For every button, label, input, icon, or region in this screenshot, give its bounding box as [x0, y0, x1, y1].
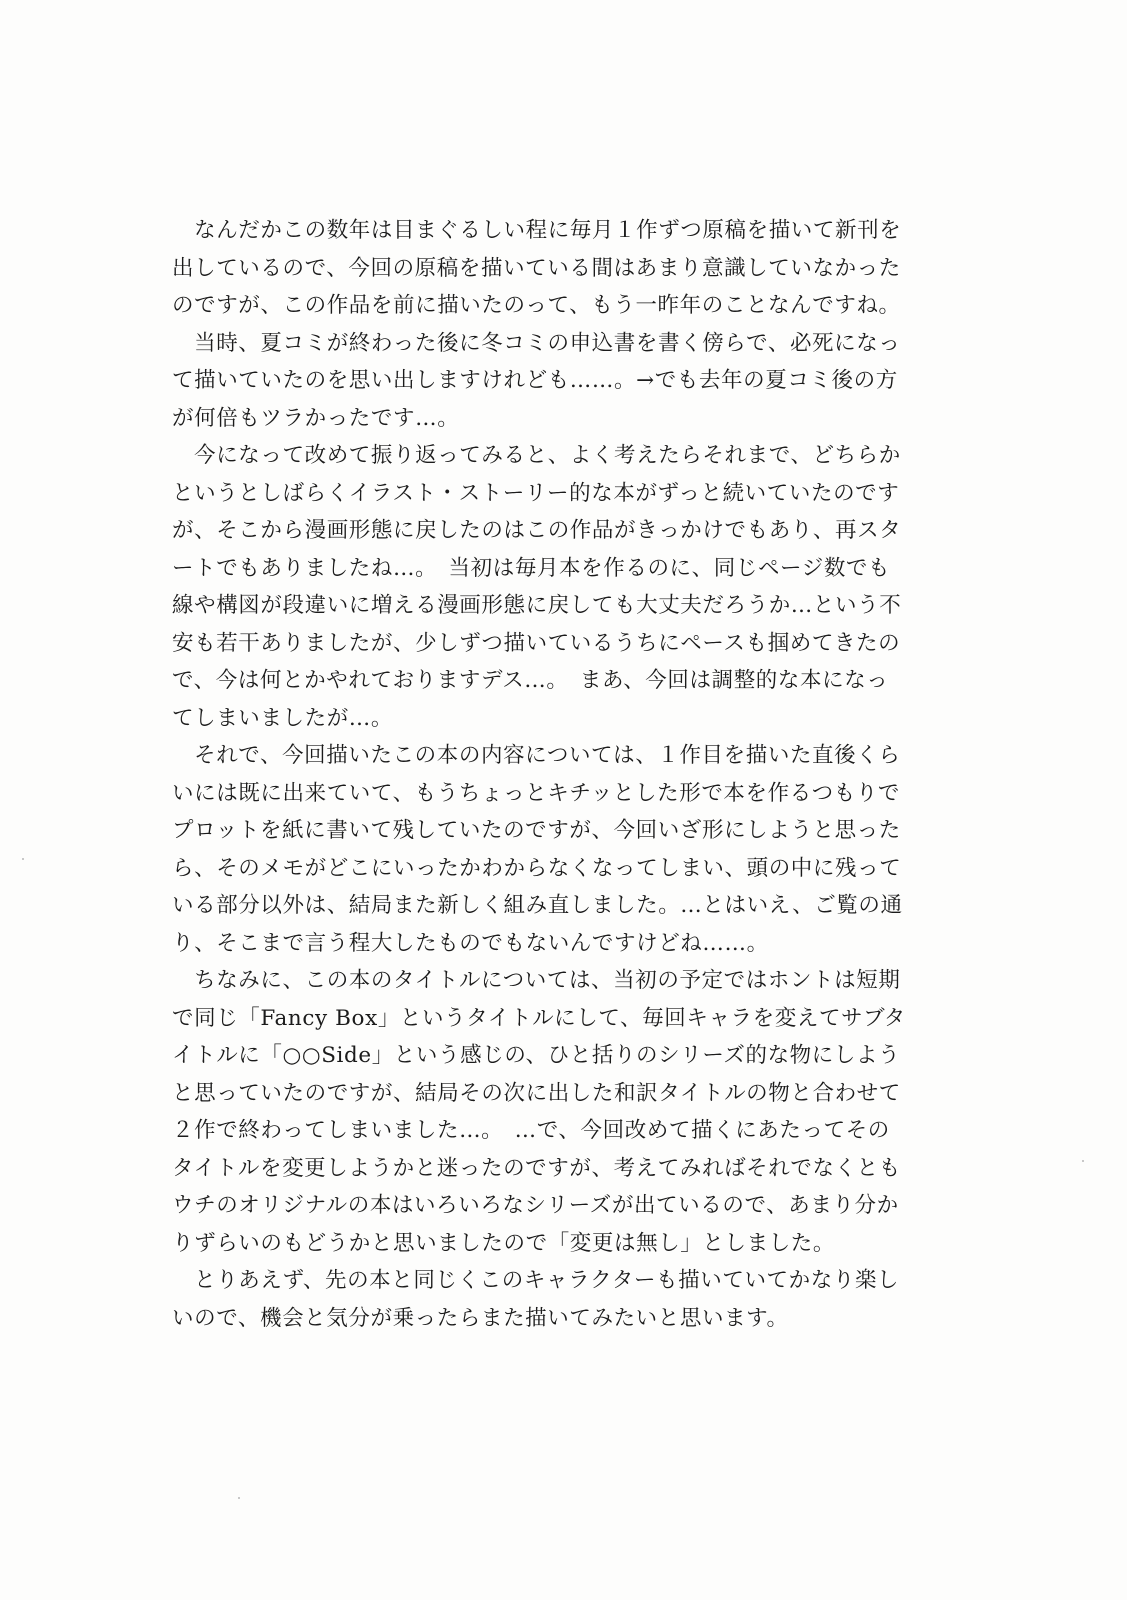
text-line: 当時、夏コミが終わった後に冬コミの申込書を書く傍らで、必死になっ	[172, 330, 901, 356]
text-line: が、そこから漫画形態に戻したのはこの作品がきっかけでもあり、再スタ	[172, 518, 902, 543]
text-line: いので、機会と気分が乗ったらまた描いてみたいと思います。	[172, 1305, 789, 1331]
body-text	[172, 212, 932, 1337]
text-line: で、今は何とかやれておりますデス…。 まあ、今回は調整的な本になっ	[172, 668, 889, 693]
text-line: 線や構図が段違いに増える漫画形態に戻しても大丈夫だろうか…という不	[172, 593, 902, 618]
text-line: てしまいましたが…。	[172, 705, 394, 731]
paper-speck	[22, 858, 24, 860]
text-line: とりあえず、先の本と同じくこのキャラクターも描いていてかなり楽し	[172, 1268, 900, 1293]
text-line: が何倍もツラかったです…。	[172, 405, 460, 431]
paper-speck	[1082, 1160, 1084, 1162]
text-line: ちなみに、この本のタイトルについては、当初の予定ではホントは短期	[172, 968, 901, 993]
text-line: イトルに「○○Side」という感じの、ひと括りのシリーズ的な物にしよう	[172, 1043, 901, 1068]
paragraph-5	[172, 962, 932, 1262]
text-line: それで、今回描いたこの本の内容については、１作目を描いた直後くら	[172, 743, 901, 768]
text-line: いる部分以外は、結局また新しく組み直しました。…とはいえ、ご覧の通	[172, 893, 903, 918]
paragraph-2	[172, 325, 932, 438]
paragraph-4	[172, 737, 932, 962]
text-line: て描いていたのを思い出しますけれども……。→でも去年の夏コミ後の方	[172, 368, 898, 393]
text-line: ートでもありましたね…。 当初は毎月本を作るのに、同じページ数でも	[172, 555, 891, 581]
paragraph-3	[172, 437, 932, 737]
text-line: プロットを紙に書いて残していたのですが、今回いざ形にしようと思った	[172, 818, 901, 843]
text-line: で同じ「Fancy Box」というタイトルにして、毎回キャラを変えてサブタ	[172, 1005, 906, 1031]
text-line: ウチのオリジナルの本はいろいろなシリーズが出ているので、あまり分か	[172, 1193, 899, 1218]
text-line: タイトルを変更しようかと迷ったのですが、考えてみればそれでなくとも	[172, 1155, 901, 1181]
paper-speck	[238, 1497, 240, 1499]
text-line: 出しているので、今回の原稿を描いている間はあまり意識していなかった	[172, 255, 901, 281]
text-line: りずらいのもどうかと思いましたので「変更は無し」としました。	[172, 1230, 836, 1256]
text-line: ら、そのメモがどこにいったかわからなくなってしまい、頭の中に残って	[172, 855, 902, 881]
text-line: ２作で終わってしまいました…。 …で、今回改めて描くにあたってその	[172, 1118, 890, 1143]
text-line: 今になって改めて振り返ってみると、よく考えたらそれまで、どちらか	[172, 443, 901, 468]
paragraph-6	[172, 1262, 932, 1337]
paragraph-1	[172, 212, 932, 325]
text-line: のですが、この作品を前に描いたのって、もう一昨年のことなんですね。	[172, 293, 901, 318]
text-line: というとしばらくイラスト・ストーリー的な本がずっと続いていたのです	[172, 480, 900, 506]
text-line: なんだかこの数年は目まぐるしい程に毎月１作ずつ原稿を描いて新刊を	[172, 218, 902, 243]
text-line: 安も若干ありましたが、少しずつ描いているうちにペースも掴めてきたの	[172, 630, 901, 656]
text-line: と思っていたのですが、結局その次に出した和訳タイトルの物と合わせて	[172, 1080, 901, 1106]
text-line: り、そこまで言う程大したものでもないんですけどね……。	[172, 930, 769, 956]
text-line: いには既に出来ていて、もうちょっとキチッとした形で本を作るつもりで	[172, 780, 901, 806]
